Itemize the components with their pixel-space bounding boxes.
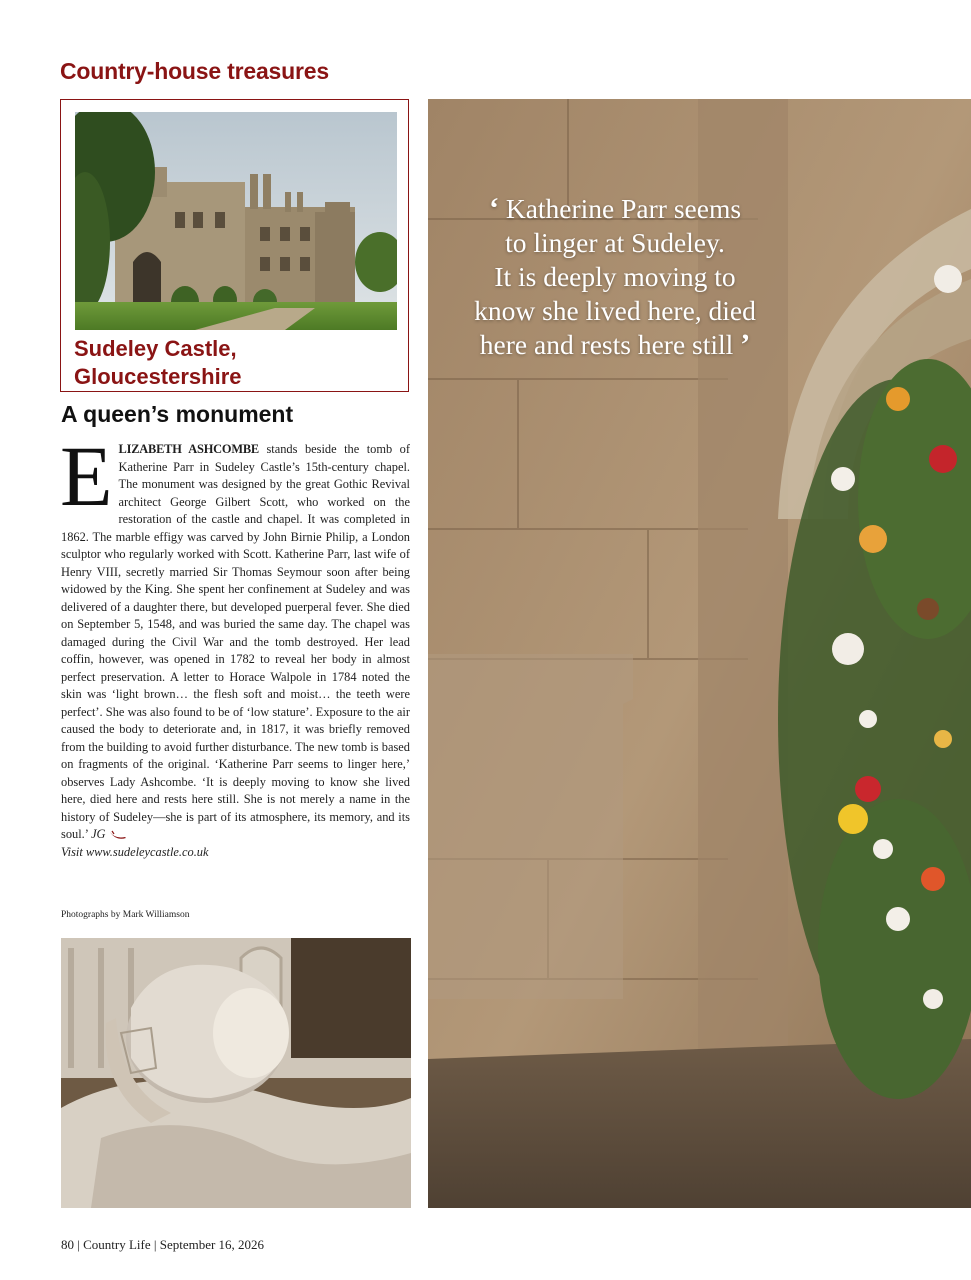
section-label: Country-house treasures	[60, 58, 329, 84]
effigy-photo	[61, 938, 411, 1208]
drop-cap: E	[60, 428, 113, 524]
page-folio: 80 | Country Life | September 16, 2026	[61, 1237, 265, 1252]
photo-credit: Photographs by Mark Williamson	[61, 910, 190, 920]
castle-caption-line2: Gloucestershire	[74, 364, 242, 389]
article-headline: A queen’s monument	[61, 401, 294, 427]
article-lead-in: LIZABETH ASHCOMBE	[118, 442, 259, 456]
castle-caption-line1: Sudeley Castle,	[74, 336, 237, 361]
pull-quote-line4: know she lived here, died	[474, 295, 756, 326]
pull-quote-line2: to linger at Sudeley.	[505, 227, 725, 258]
article-body-text: stands beside the tomb of Katherine Parr in Sudeley Castle’s 15th-century chapel. The monument was designed by the great Gothic Revival architect George Gilbert Scott, who worked on the restoration of the castle and chapel. It was completed in 1862. The marble effigy was carved by John Birnie Philip, a London sculptor who regularly worked with Scott. Katherine Parr, last wife of Henry VIII, secretly married Sir Thomas Seymour soon after being widowed by the King. She spent her confinement at Sudeley and was delivered of a daughter there, but developed puerperal fever. She died on September 5, 1548, and was buried the same day. The chapel was damaged during the Civil War and the tomb destroyed. Her lead coffin, however, was opened in 1782 to reveal her body in almost perfect preservation. A letter to Horace Walpole in 1784 noted the skin was ‘light brown… the flesh soft and moist… the teeth were perfect’. She was also found to be of ‘low stature’. Exposure to the air caused the body to deteriorate and, in 1817, it was briefly removed from the building to avoid further disturbance. The new tomb is based on fragments of the original. ‘Katherine Parr seems to linger here,’ observes Lady Ashcombe. ‘It is deeply moving to know she lived here, died here and rests here still. She is not merely a name in the history of Sudeley—she is part of its atmosphere, its memory, and its soul.’	[61, 442, 410, 841]
visit-link[interactable]: Visit www.sudeleycastle.co.uk	[61, 844, 209, 859]
pull-quote-line1: ‘ Katherine Parr seems	[488, 192, 742, 225]
article-byline: JG	[91, 827, 106, 841]
close-quote-mark: ’	[740, 328, 751, 361]
article-body	[60, 428, 410, 861]
castle-photo	[75, 112, 397, 330]
deer-leap-icon	[109, 830, 127, 840]
castle-caption	[74, 335, 394, 391]
pull-quote-line3: It is deeply moving to	[494, 261, 736, 292]
pull-quote-line5: here and rests here still ’	[479, 328, 751, 361]
open-quote-mark: ‘	[488, 192, 499, 225]
pull-quote	[440, 192, 790, 362]
castle-feature-box	[60, 99, 409, 392]
